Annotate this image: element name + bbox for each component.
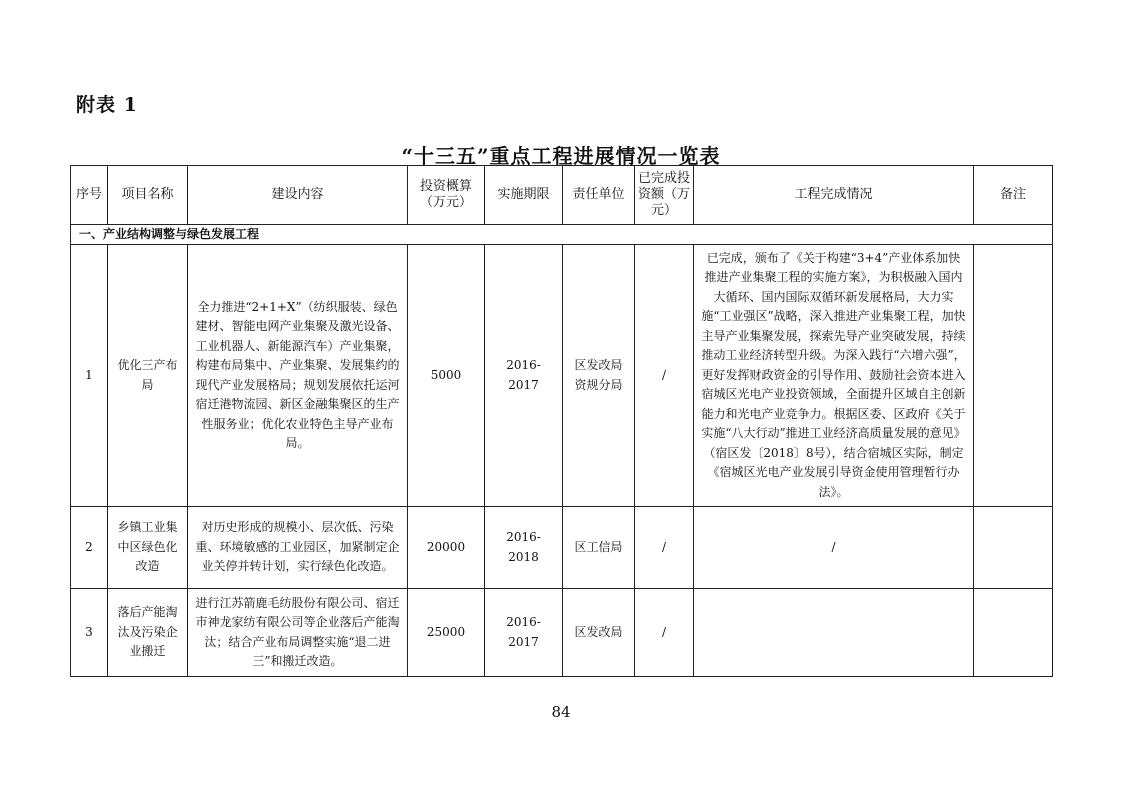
cell-content: 进行江苏箭鹿毛纺股份有限公司、宿迁市神龙家纺有限公司等企业落后产能淘汰；结合产业布局调整实施“退二进三”和搬迁改造。 xyxy=(188,589,408,677)
section-row xyxy=(71,225,1053,245)
header-content: 建设内容 xyxy=(188,166,408,225)
header-unit: 责任单位 xyxy=(563,166,635,225)
header-invested: 已完成投资额（万元） xyxy=(635,166,694,225)
cell-name: 优化三产布局 xyxy=(108,245,188,507)
cell-status: 已完成，颁布了《关于构建“3+4”产业体系加快推进产业集聚工程的实施方案》，为积极融入国内大循环、国内国际双循环新发展格局，大力实施“工业强区”战略，深入推进产业集聚工程，加快主导产业集聚发展，探索先导产业突破发展，持续推动工业经济转型升级。为深入践行“六增六强”，更好发挥财政资金的引导作用、鼓励社会资本进入宿城区光电产业投资领域，全面提升区域自主创新能力和光电产业竞争力。根据区委、区政府《关于实施“八大行动”推进工业经济高质量发展的意见》（宿区发〔2018〕8号），结合宿城区实际，制定《宿城区光电产业发展引导资金使用管理暂行办法》。 xyxy=(694,245,974,507)
cell-remark xyxy=(974,245,1053,507)
cell-content: 对历史形成的规模小、层次低、污染重、环境敏感的工业园区，加紧制定企业关停并转计划，实行绿色化改造。 xyxy=(188,507,408,589)
cell-budget: 5000 xyxy=(408,245,485,507)
cell-status: / xyxy=(694,507,974,589)
table-row xyxy=(71,245,1053,507)
header-no: 序号 xyxy=(71,166,108,225)
appendix-label: 附表 1 xyxy=(76,94,138,116)
cell-period: 2016-2017 xyxy=(485,589,563,677)
cell-remark xyxy=(974,507,1053,589)
cell-no: 1 xyxy=(71,245,108,507)
cell-remark xyxy=(974,589,1053,677)
cell-period: 2016-2018 xyxy=(485,507,563,589)
document-title: “十三五”重点工程进展情况一览表 xyxy=(401,144,721,168)
cell-period: 2016-2017 xyxy=(485,245,563,507)
progress-table xyxy=(70,165,1053,677)
table-row xyxy=(71,507,1053,589)
cell-no: 2 xyxy=(71,507,108,589)
cell-content: 全力推进“2+1+X”（纺织服装、绿色建材、智能电网产业集聚及激光设备、工业机器人、新能源汽车）产业集聚，构建布局集中、产业集聚、发展集约的现代产业发展格局；规划发展依托运河宿迁港物流园、新区金融集聚区的生产性服务业；优化农业特色主导产业布局。 xyxy=(188,245,408,507)
table-row xyxy=(71,589,1053,677)
table-header-row xyxy=(71,166,1053,225)
cell-status xyxy=(694,589,974,677)
header-remark: 备注 xyxy=(974,166,1053,225)
cell-invested: / xyxy=(635,589,694,677)
cell-unit: 区发改局资规分局 xyxy=(563,245,635,507)
header-period: 实施期限 xyxy=(485,166,563,225)
section-title: 一、产业结构调整与绿色发展工程 xyxy=(71,225,1053,245)
cell-invested: / xyxy=(635,245,694,507)
header-status: 工程完成情况 xyxy=(694,166,974,225)
cell-unit: 区发改局 xyxy=(563,589,635,677)
cell-budget: 25000 xyxy=(408,589,485,677)
cell-unit: 区工信局 xyxy=(563,507,635,589)
cell-invested: / xyxy=(635,507,694,589)
header-budget: 投资概算（万元） xyxy=(408,166,485,225)
cell-no: 3 xyxy=(71,589,108,677)
page-number: 84 xyxy=(551,703,571,721)
cell-name: 落后产能淘汰及污染企业搬迁 xyxy=(108,589,188,677)
cell-name: 乡镇工业集中区绿色化改造 xyxy=(108,507,188,589)
header-name: 项目名称 xyxy=(108,166,188,225)
cell-budget: 20000 xyxy=(408,507,485,589)
